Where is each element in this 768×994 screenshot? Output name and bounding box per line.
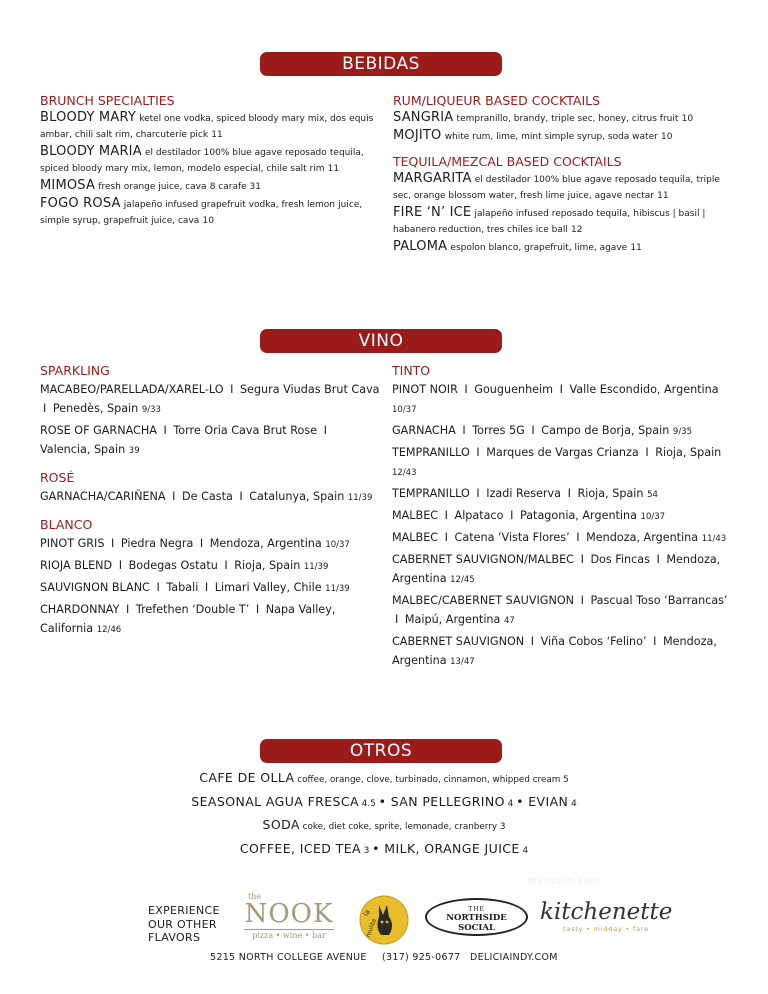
wine-producer: Bodegas Ostatu <box>128 559 218 572</box>
wine-price: 11/39 <box>303 562 329 572</box>
separator: I <box>476 446 480 459</box>
wine-item <box>392 484 732 505</box>
item-description: el destilador 100% blue agave reposado tequila, <box>474 175 694 185</box>
otros-banner: OTROS <box>260 739 502 763</box>
separator: I <box>580 594 584 607</box>
item-description: jalapeño infused grapefruit vodka, fresh lemon <box>123 200 335 210</box>
item-description: espolon blanco, grapefruit, lime, agave <box>450 243 628 253</box>
wine-item <box>40 600 380 640</box>
wine-varietal: GARNACHA <box>392 424 456 437</box>
wine-varietal: MALBEC/CABERNET SAUVIGNON <box>392 594 574 607</box>
item-description: jalapeño infused reposado tequila, <box>474 209 631 219</box>
separator: I <box>118 559 123 572</box>
separator: I <box>567 487 571 500</box>
drink-name: SEASONAL AGUA FRESCA <box>191 793 359 809</box>
wine-price: 12/43 <box>392 468 417 478</box>
wine-producer: Catena ‘Vista Flores’ <box>454 531 570 544</box>
separator: I <box>444 509 448 522</box>
wine-item <box>40 578 380 599</box>
wine-region: Valencia, Spain <box>40 443 126 456</box>
wine-region: Patagonia, Argentina <box>519 509 637 522</box>
wine-item <box>392 443 732 483</box>
item-description-cont: hibiscus | basil | habanero reduction, tres chiles ice ball <box>393 209 706 235</box>
footer <box>0 876 768 968</box>
item-description: fresh orange juice, cava <box>98 182 207 192</box>
wine-region: Catalunya, Spain <box>249 490 345 503</box>
item-name: SANGRIA <box>393 110 454 125</box>
separator: I <box>580 553 584 566</box>
separator: I <box>653 635 657 648</box>
item-price: 11 <box>211 130 223 140</box>
menu-item <box>40 196 380 229</box>
wine-varietal: CHARDONNAY <box>40 603 120 616</box>
menu-item <box>40 178 380 195</box>
separator: I <box>476 487 480 500</box>
bebidas-left-column <box>40 93 380 230</box>
category-heading: BLANCO <box>40 517 93 532</box>
wine-price: 9/35 <box>672 427 692 437</box>
wine-price: 13/47 <box>450 657 475 667</box>
otros-item <box>120 814 648 838</box>
wine-region: Mendoza, Argentina <box>392 553 721 585</box>
category-heading: TEQUILA/MEZCAL BASED COCKTAILS <box>393 154 622 169</box>
wine-region: Penedès, Spain <box>52 402 139 415</box>
wine-producer: Marques de Vargas Crianza <box>486 446 639 459</box>
northside-social-logo[interactable]: THE NORTHSIDE SOCIAL <box>425 898 528 936</box>
separator: I <box>204 581 209 594</box>
svg-text:mulita: mulita <box>364 917 378 939</box>
section-gap <box>393 146 733 154</box>
website-link[interactable]: DELICIAINDY.COM <box>470 952 558 963</box>
wine-item <box>40 487 380 508</box>
wine-producer: Alpataco <box>454 509 504 522</box>
separator: I <box>444 531 448 544</box>
wine-producer: Torre Oria Cava Brut Rose <box>173 424 318 437</box>
separator: I <box>126 603 130 616</box>
wine-producer: Viña Cobos ‘Felino’ <box>540 635 647 648</box>
wine-price: 9/33 <box>141 405 161 415</box>
address: 5215 NORTH COLLEGE AVENUE <box>210 952 367 963</box>
wine-varietal: CABERNET SAUVIGNON <box>392 635 525 648</box>
wine-region: Rioja, Spain <box>234 559 301 572</box>
wine-varietal: TEMPRANILLO <box>392 446 470 459</box>
section-gap <box>40 509 380 517</box>
wine-item <box>392 506 732 527</box>
item-name: FIRE ‘N’ ICE <box>393 205 472 220</box>
wine-region: Mendoza, Argentina <box>586 531 699 544</box>
category-heading: RUM/LIQUEUR BASED COCKTAILS <box>393 93 601 108</box>
drink-name: • EVIAN <box>516 793 569 809</box>
nook-logo[interactable]: the NOOK pizza • wine • bar <box>244 892 334 940</box>
wine-price: 12/45 <box>450 575 475 585</box>
item-description: ketel one vodka, spiced bloody mary mix, dos <box>139 114 346 124</box>
separator: I <box>255 603 260 616</box>
otros-list <box>120 767 648 861</box>
watermark: menupix.com <box>528 876 601 886</box>
wine-price: 39 <box>128 446 140 456</box>
wine-item <box>40 380 380 420</box>
item-price: 10 <box>681 114 694 124</box>
separator: I <box>531 424 535 437</box>
separator: I <box>172 490 176 503</box>
la-mulita-logo[interactable] <box>359 895 409 945</box>
drink-name: • MILK, ORANGE JUICE <box>372 840 520 856</box>
drink-detail: coffee, orange, clove, turbinado, cinnamon, whipped cream <box>294 775 564 785</box>
separator: I <box>323 424 327 437</box>
wine-varietal: ROSE OF GARNACHA <box>40 424 157 437</box>
item-name: BLOODY MARIA <box>40 144 142 159</box>
item-description-cont: triple sec, orange blossom water, fresh lime juice, agave nectar <box>393 175 720 201</box>
wine-region: Rioja, Spain <box>655 446 722 459</box>
wine-varietal: TEMPRANILLO <box>392 487 470 500</box>
separator: I <box>576 531 580 544</box>
drink-detail: coke, diet coke, sprite, lemonade, cranberry <box>299 822 500 832</box>
drink-name: • SAN PELLEGRINO <box>378 793 505 809</box>
drink-detail: 5 <box>563 775 569 785</box>
category-heading: TINTO <box>392 363 431 378</box>
bebidas-banner: BEBIDAS <box>260 52 502 76</box>
drink-name: SODA <box>262 817 300 832</box>
wine-varietal: PINOT GRIS <box>40 537 105 550</box>
wine-price: 12/46 <box>96 625 122 635</box>
item-price: 12 <box>571 225 583 235</box>
item-name: PALOMA <box>393 239 448 254</box>
separator: I <box>530 635 535 648</box>
separator: I <box>462 424 466 437</box>
bebidas-right-column <box>393 93 733 257</box>
item-price: 11 <box>327 164 340 174</box>
wine-varietal: SAUVIGNON BLANC <box>40 581 150 594</box>
kitchenette-logo[interactable]: kitchenette tasty • midday • fare <box>540 899 673 933</box>
item-name: MOJITO <box>393 128 442 143</box>
item-name: BLOODY MARY <box>40 110 136 125</box>
item-name: FOGO ROSA <box>40 196 121 211</box>
item-price: 11 <box>657 191 669 201</box>
wine-varietal: MALBEC <box>392 531 439 544</box>
wine-region: Maipú, Argentina <box>404 613 501 626</box>
wine-varietal: PINOT NOIR <box>392 383 458 396</box>
svg-text:la: la <box>361 908 372 918</box>
vino-right-column <box>392 363 732 673</box>
item-description: el destilador 100% blue agave reposado <box>145 148 327 158</box>
drink-name: CAFE DE OLLA <box>199 770 295 785</box>
separator: I <box>163 424 167 437</box>
wine-price: 54 <box>647 490 658 500</box>
menu-item <box>40 110 380 143</box>
section-gap <box>40 462 380 470</box>
drink-detail: 4 <box>519 845 529 856</box>
menu-item <box>393 110 733 127</box>
separator: I <box>199 537 204 550</box>
wine-producer: Izadi Reserva <box>486 487 561 500</box>
wine-region: Valle Escondido, Argentina <box>569 383 719 396</box>
phone[interactable]: (317) 925-0677 <box>382 952 461 963</box>
menu-item <box>393 128 733 145</box>
item-price: 8 carafe 31 <box>209 182 261 192</box>
separator: I <box>156 581 160 594</box>
separator: I <box>224 559 228 572</box>
item-description-cont: juice, simple syrup, grapefruit juice, cava <box>40 200 363 226</box>
wine-price: 11/43 <box>701 534 727 544</box>
wine-item <box>40 534 380 555</box>
item-name: MARGARITA <box>393 171 472 186</box>
item-description-cont: tequila, spiced bloody mary mix, lemon, modelo especial, chile salt rim <box>40 148 364 174</box>
drink-detail: 4.5 <box>358 798 379 809</box>
wine-producer: Torres 5G <box>472 424 525 437</box>
wine-item <box>40 421 380 461</box>
wine-varietal: RIOJA BLEND <box>40 559 113 572</box>
drink-detail: 4 <box>568 798 577 809</box>
wine-varietal: CABERNET SAUVIGNON/MALBEC <box>392 553 574 566</box>
item-description: white rum, lime, mint simple syrup, soda water <box>444 132 658 142</box>
wine-item <box>392 632 732 672</box>
otros-item <box>120 767 648 791</box>
menu-item <box>393 205 733 238</box>
experience-text: EXPERIENCE OUR OTHER FLAVORS <box>148 904 220 944</box>
wine-producer: Dos Fincas <box>590 553 650 566</box>
item-price: 11 <box>630 243 642 253</box>
wine-varietal: GARNACHA/CARIÑENA <box>40 490 166 503</box>
vino-banner: VINO <box>260 329 502 353</box>
wine-item <box>392 421 732 442</box>
wine-producer: Tabali <box>166 581 199 594</box>
wine-region: Limari Valley, Chile <box>214 581 322 594</box>
wine-item <box>40 556 380 577</box>
wine-item <box>392 380 732 420</box>
category-heading: SPARKLING <box>40 363 110 378</box>
drink-name: COFFEE, ICED TEA <box>239 840 361 856</box>
wine-price: 11/39 <box>325 584 350 594</box>
drink-detail: 3 <box>499 822 506 832</box>
drink-detail: 3 <box>360 845 373 856</box>
separator: I <box>111 537 115 550</box>
wine-price: 47 <box>503 616 515 626</box>
otros-item <box>120 838 648 862</box>
wine-region: Mendoza, Argentina <box>209 537 322 550</box>
wine-producer: Segura Viudas Brut Cava <box>239 383 380 396</box>
menu-item <box>40 144 380 177</box>
separator: I <box>230 383 234 396</box>
wine-item <box>392 528 732 549</box>
wine-varietal: MACABEO/PARELLADA/XAREL-LO <box>40 383 224 396</box>
wine-producer: Gouguenheim <box>474 383 554 396</box>
separator: I <box>43 402 47 415</box>
item-description: tempranillo, brandy, triple sec, honey, citrus fruit <box>456 114 679 124</box>
item-price: 10 <box>661 132 673 142</box>
wine-item <box>392 550 732 590</box>
wine-item <box>392 591 732 631</box>
wine-price: 10/37 <box>392 405 417 415</box>
wine-region: Campo de Borja, Spain <box>541 424 670 437</box>
category-heading: ROSÉ <box>40 470 75 485</box>
wine-price: 11/39 <box>347 493 373 503</box>
wine-producer: Piedra Negra <box>120 537 194 550</box>
item-description-cont: equis ambar, chili salt rim, charcuterie pick <box>40 114 374 140</box>
category-heading: BRUNCH SPECIALTIES <box>40 93 175 108</box>
separator: I <box>559 383 563 396</box>
wine-price: 10/37 <box>640 512 666 522</box>
separator: I <box>395 613 399 626</box>
otros-item <box>120 791 648 815</box>
separator: I <box>656 553 660 566</box>
menu-item <box>393 239 733 256</box>
wine-producer: De Casta <box>182 490 233 503</box>
separator: I <box>464 383 468 396</box>
wine-region: Rioja, Spain <box>577 487 644 500</box>
wine-region: Mendoza, Argentina <box>392 635 717 667</box>
drink-detail: 4 <box>504 798 517 809</box>
separator: I <box>645 446 649 459</box>
separator: I <box>510 509 514 522</box>
vino-left-column <box>40 363 380 641</box>
item-name: MIMOSA <box>40 178 96 193</box>
separator: I <box>239 490 243 503</box>
menu-item <box>393 171 733 204</box>
wine-varietal: MALBEC <box>392 509 439 522</box>
wine-producer: Pascual Toso ‘Barrancas’ <box>590 594 728 607</box>
item-price: 10 <box>202 216 214 226</box>
wine-price: 10/37 <box>325 540 350 550</box>
wine-region: Napa Valley, California <box>40 603 336 635</box>
wine-producer: Trefethen ‘Double T’ <box>135 603 250 616</box>
